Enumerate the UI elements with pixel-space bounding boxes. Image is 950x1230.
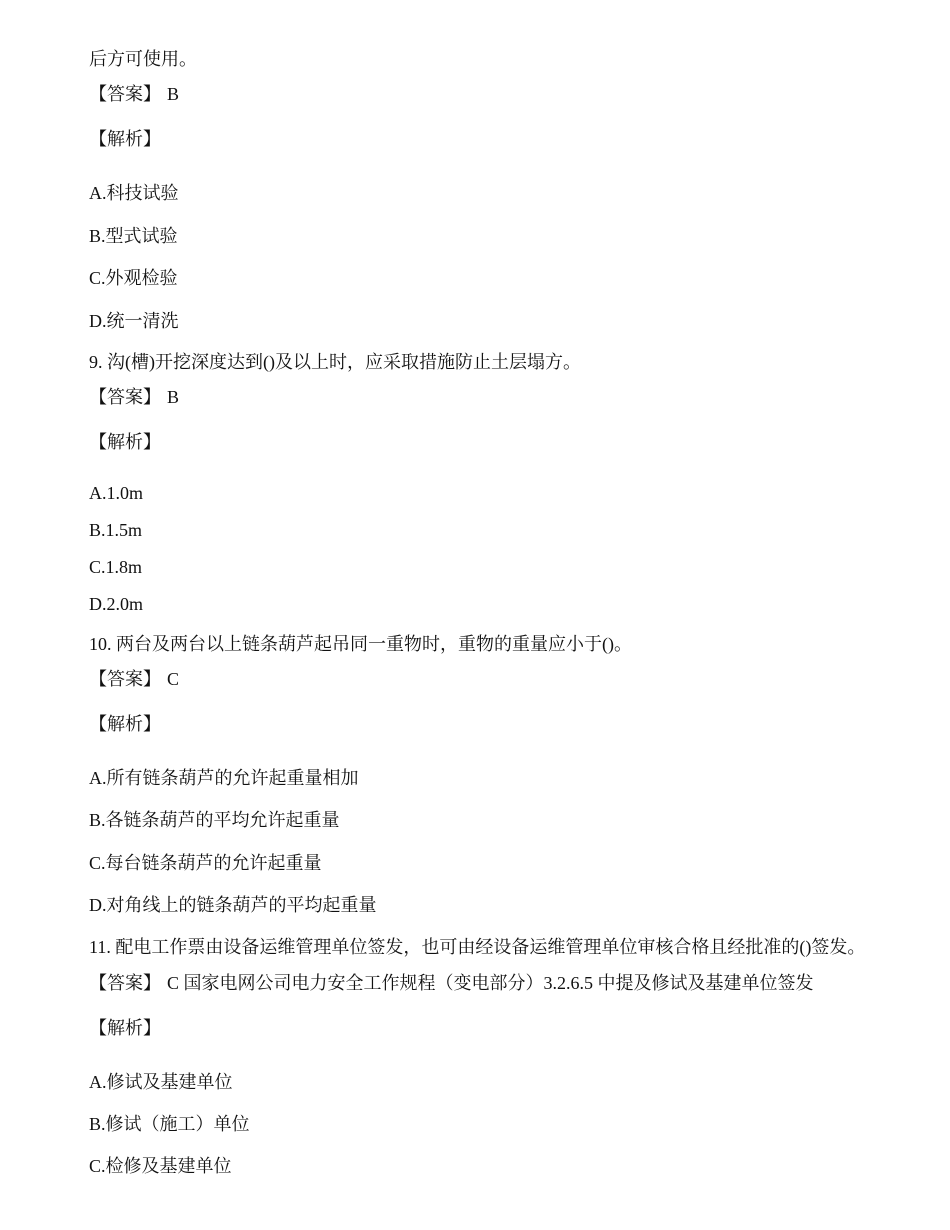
option-a: A.修试及基建单位 [89,1072,233,1092]
option-a: A.科技试验 [89,183,179,203]
answer-label: 【答案】 [89,669,161,689]
answer-line [89,82,179,106]
question-10: 10. 两台及两台以上链条葫芦起吊同一重物时，重物的重量应小于()。 [89,634,632,654]
answer-value: B [167,84,180,104]
analysis-label: 【解析】 [89,432,161,452]
answer-line [89,667,179,691]
analysis-label: 【解析】 [89,714,161,734]
answer-line [89,385,179,409]
option-c: C.每台链条葫芦的允许起重量 [89,853,322,873]
answer-line [89,971,814,995]
answer-label: 【答案】 [89,387,161,407]
option-b: B.型式试验 [89,226,178,246]
option-b: B.各链条葫芦的平均允许起重量 [89,810,340,830]
question-11: 11. 配电工作票由设备运维管理单位签发，也可由经设备运维管理单位审核合格且经批准的()签发。 [89,937,866,957]
answer-value: B [167,387,180,407]
answer-value: C 国家电网公司电力安全工作规程（变电部分）3.2.6.5 中提及修试及基建单位签发 [167,973,814,993]
question-9: 9. 沟(槽)开挖深度达到()及以上时，应采取措施防止土层塌方。 [89,352,581,372]
option-b: B.1.5m [89,520,143,540]
option-c: C.检修及基建单位 [89,1156,232,1176]
option-a: A.所有链条葫芦的允许起重量相加 [89,768,359,788]
question-8-tail: 后方可使用。 [89,49,197,69]
option-d: D.2.0m [89,594,143,614]
analysis-label: 【解析】 [89,1018,161,1038]
option-d: D.对角线上的链条葫芦的平均起重量 [89,895,377,915]
option-d: D.统一清洗 [89,311,179,331]
answer-label: 【答案】 [89,973,161,993]
option-c: C.外观检验 [89,268,178,288]
option-b: B.修试（施工）单位 [89,1114,250,1134]
option-c: C.1.8m [89,557,143,577]
answer-value: C [167,669,180,689]
analysis-label: 【解析】 [89,129,161,149]
option-a: A.1.0m [89,483,143,503]
answer-label: 【答案】 [89,84,161,104]
